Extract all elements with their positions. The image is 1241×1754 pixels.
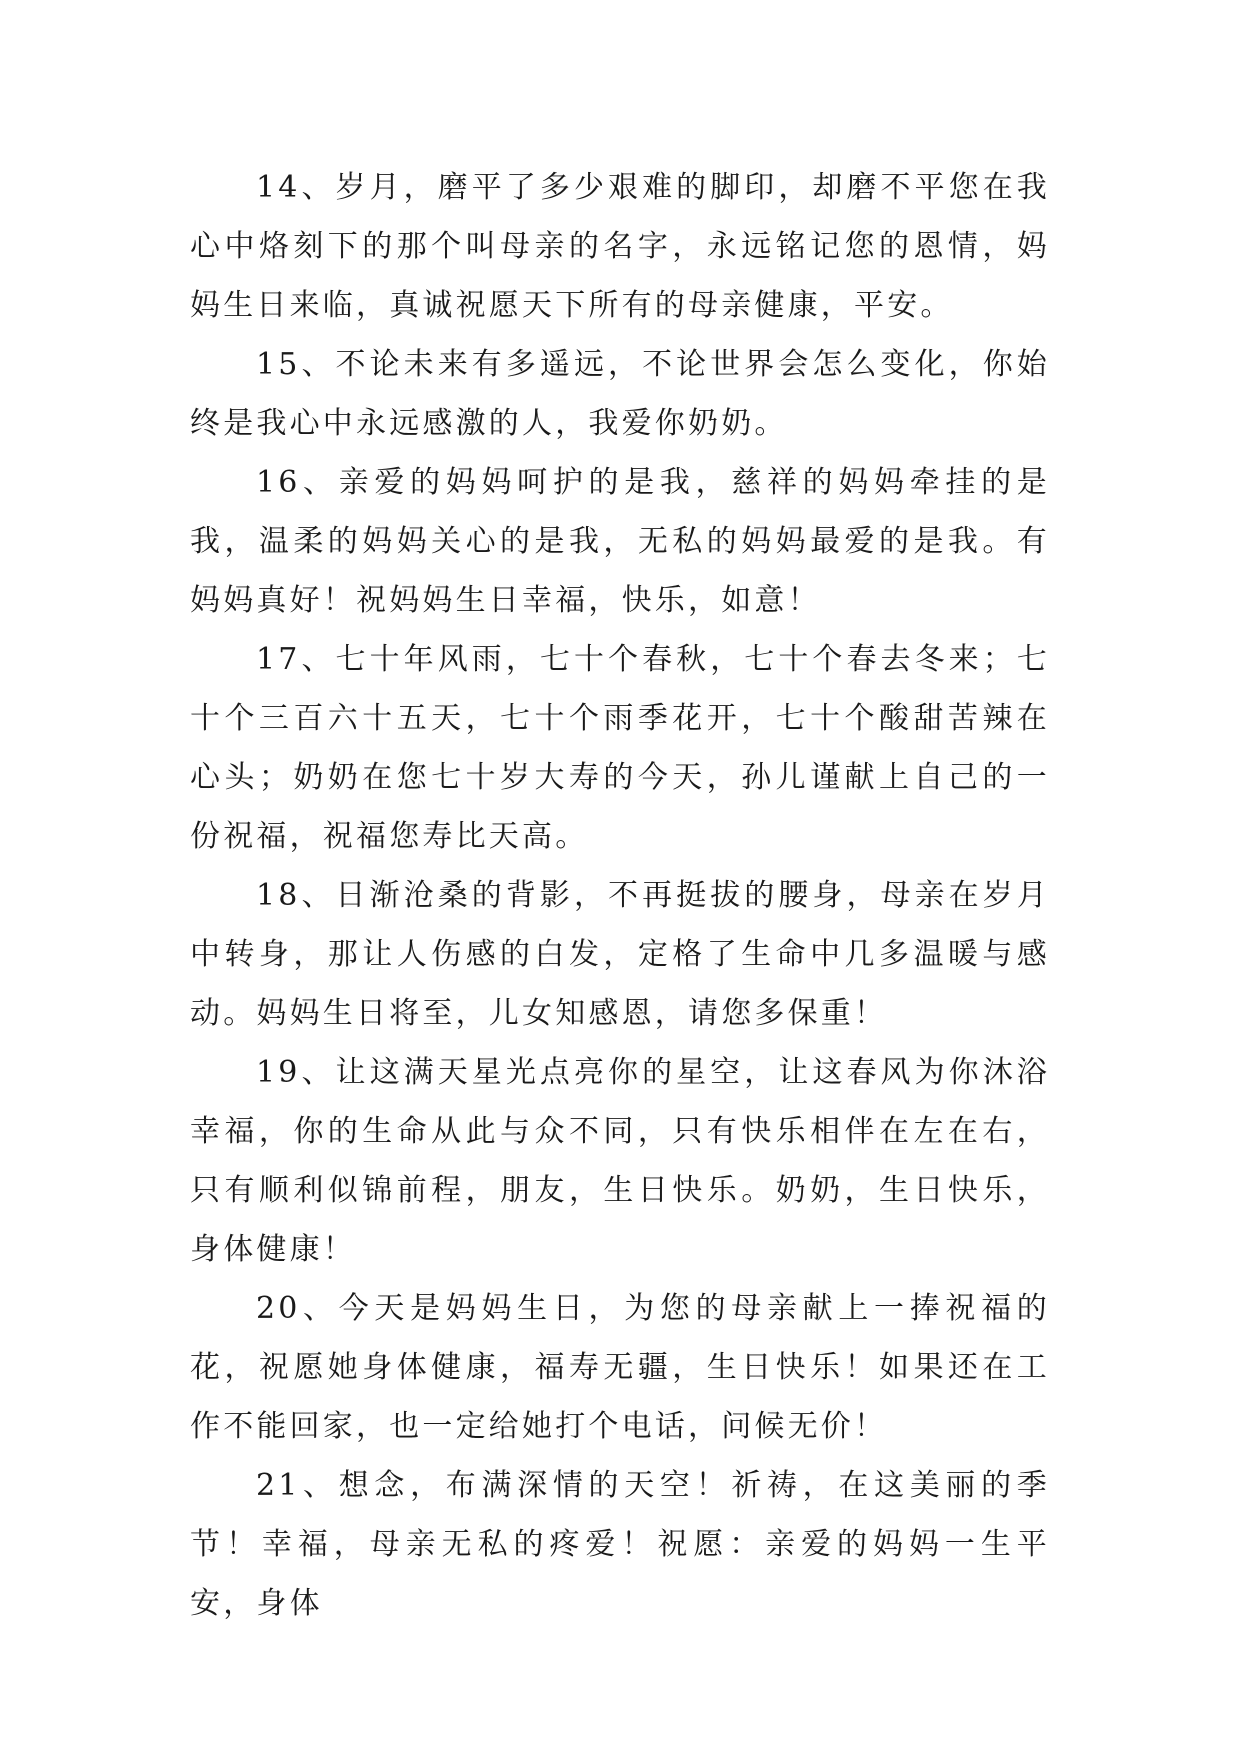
paragraph-16: 16、亲爱的妈妈呵护的是我，慈祥的妈妈牵挂的是我，温柔的妈妈关心的是我，无私的妈妈最爱的是我。有妈妈真好！祝妈妈生日幸福，快乐，如意！ xyxy=(190,465,1050,618)
document-body xyxy=(190,158,1050,1633)
paragraph-18: 18、日渐沧桑的背影，不再挺拔的腰身，母亲在岁月中转身，那让人伤感的白发，定格了生命中几多温暖与感动。妈妈生日将至，儿女知感恩，请您多保重！ xyxy=(190,878,1050,1031)
paragraph-14: 14、岁月，磨平了多少艰难的脚印，却磨不平您在我心中烙刻下的那个叫母亲的名字，永远铭记您的恩情，妈妈生日来临，真诚祝愿天下所有的母亲健康，平安。 xyxy=(190,170,1050,323)
paragraph-19: 19、让这满天星光点亮你的星空，让这春风为你沐浴幸福，你的生命从此与众不同，只有快乐相伴在左在右，只有顺利似锦前程，朋友，生日快乐。奶奶，生日快乐，身体健康！ xyxy=(190,1055,1050,1267)
paragraph-17: 17、七十年风雨，七十个春秋，七十个春去冬来；七十个三百六十五天，七十个雨季花开，七十个酸甜苦辣在心头；奶奶在您七十岁大寿的今天，孙儿谨献上自己的一份祝福，祝福您寿比天高。 xyxy=(190,642,1050,854)
paragraph-20: 20、今天是妈妈生日，为您的母亲献上一捧祝福的花，祝愿她身体健康，福寿无疆，生日快乐！如果还在工作不能回家，也一定给她打个电话，问候无价！ xyxy=(190,1291,1050,1444)
paragraph-15: 15、不论未来有多遥远，不论世界会怎么变化，你始终是我心中永远感激的人，我爱你奶奶。 xyxy=(190,347,1050,441)
paragraph-21: 21、想念，布满深情的天空！祈祷，在这美丽的季节！幸福，母亲无私的疼爱！祝愿：亲爱的妈妈一生平安，身体 xyxy=(190,1468,1050,1621)
